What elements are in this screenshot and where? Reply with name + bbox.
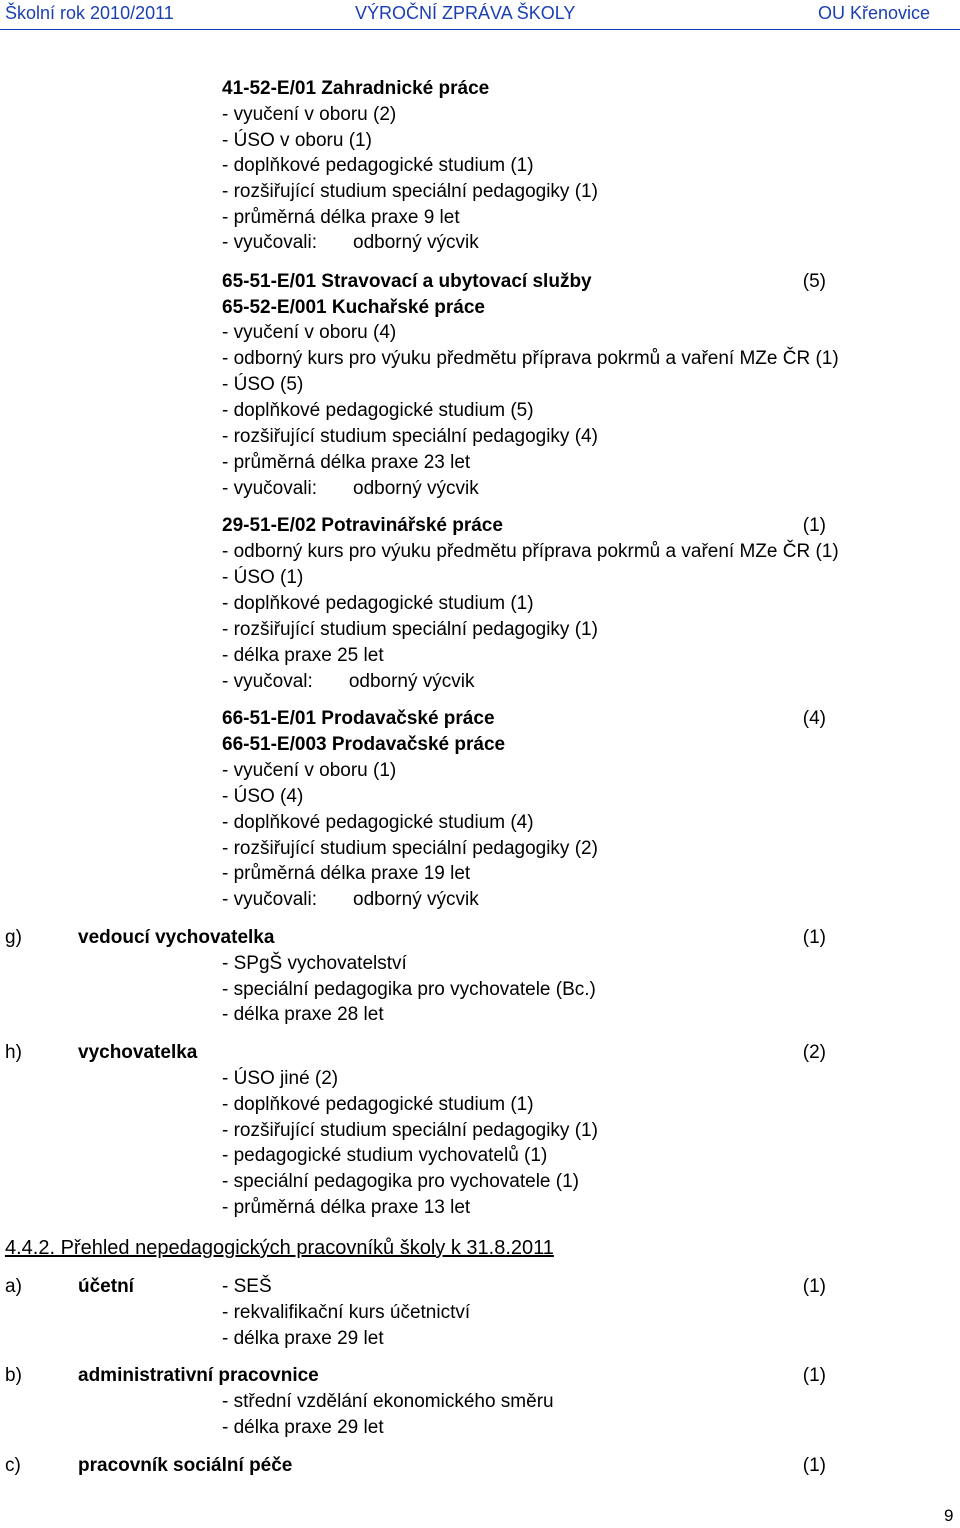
block-count: (5) — [802, 271, 826, 292]
item-line: - speciální pedagogika pro vychovatele (1) — [222, 1171, 579, 1192]
staff-line: - délka praxe 29 let — [222, 1328, 384, 1349]
taught-line — [222, 478, 479, 500]
block-count: (1) — [802, 515, 826, 536]
item-line: - speciální pedagogika pro vychovatele (Bc.) — [222, 979, 596, 1000]
block-line: - ÚSO v oboru (1) — [222, 130, 372, 151]
item-letter: h) — [5, 1042, 22, 1063]
staff-count: (1) — [802, 1365, 826, 1386]
block-line: - odborný kurs pro výuku předmětu příprava pokrmů a vaření MZe ČR (1) — [222, 348, 839, 369]
staff-title: administrativní pracovnice — [78, 1365, 319, 1386]
header-title: VÝROČNÍ ZPRÁVA ŠKOLY — [355, 3, 576, 23]
taught-value: odborný výcvik — [348, 671, 475, 692]
item-line: - ÚSO jiné (2) — [222, 1068, 339, 1089]
taught-label: - vyučovali: — [222, 232, 318, 253]
item-line: - doplňkové pedagogické studium (1) — [222, 1094, 534, 1115]
header-school-name: OU Křenovice — [817, 3, 930, 23]
block-line: - doplňkové pedagogické studium (1) — [222, 593, 534, 614]
staff-letter: b) — [5, 1365, 22, 1386]
block-line: - rozšiřující studium speciální pedagogiky (4) — [222, 426, 598, 447]
item-title: vedoucí vychovatelka — [78, 927, 275, 948]
block-line: - doplňkové pedagogické studium (1) — [222, 155, 534, 176]
block-line: - odborný kurs pro výuku předmětu příprava pokrmů a vaření MZe ČR (1) — [222, 541, 839, 562]
block-line: - průměrná délka praxe 9 let — [222, 207, 460, 228]
staff-title: účetní — [78, 1276, 134, 1297]
block-title: 29-51-E/02 Potravinářské práce — [222, 515, 503, 536]
item-line: - rozšiřující studium speciální pedagogiky (1) — [222, 1120, 598, 1141]
item-line: - SPgŠ vychovatelství — [222, 953, 407, 974]
taught-value: odborný výcvik — [353, 232, 479, 253]
item-line: - průměrná délka praxe 13 let — [222, 1197, 471, 1218]
block-line: - rozšiřující studium speciální pedagogiky (2) — [222, 838, 598, 859]
staff-line: - SEŠ — [222, 1276, 272, 1297]
block-line: - ÚSO (1) — [222, 567, 304, 588]
block-title: 66-51-E/01 Prodavačské práce — [222, 708, 495, 729]
taught-label: - vyučovali: — [222, 889, 318, 910]
item-line: - pedagogické studium vychovatelů (1) — [222, 1145, 548, 1166]
block-title: 41-52-E/01 Zahradnické práce — [222, 78, 490, 99]
block-line: - ÚSO (4) — [222, 786, 304, 807]
page-number: 9 — [944, 1506, 954, 1525]
block-line: - vyučení v oboru (1) — [222, 760, 397, 781]
section-heading: 4.4.2. Přehled nepedagogických pracovníků školy k 31.8.2011 — [5, 1237, 554, 1259]
block-line: - doplňkové pedagogické studium (4) — [222, 812, 534, 833]
block-line: - průměrná délka praxe 19 let — [222, 863, 471, 884]
block-line: - vyučení v oboru (2) — [222, 104, 397, 125]
staff-count: (1) — [802, 1276, 826, 1297]
block-line: - vyučení v oboru (4) — [222, 322, 397, 343]
taught-line — [222, 671, 474, 693]
block-title: 65-51-E/01 Stravovací a ubytovací služby — [222, 271, 592, 292]
taught-line — [222, 889, 479, 911]
block-line: - doplňkové pedagogické studium (5) — [222, 400, 534, 421]
staff-line: - délka praxe 29 let — [222, 1417, 384, 1438]
taught-value: odborný výcvik — [353, 478, 479, 499]
staff-line: - střední vzdělání ekonomického směru — [222, 1391, 554, 1412]
item-title: vychovatelka — [78, 1042, 198, 1063]
item-count: (1) — [802, 927, 826, 948]
taught-value: odborný výcvik — [353, 889, 479, 910]
staff-letter: a) — [5, 1276, 22, 1297]
staff-title: pracovník sociální péče — [78, 1455, 293, 1476]
staff-count: (1) — [802, 1455, 826, 1476]
block-line: - délka praxe 25 let — [222, 645, 384, 666]
item-line: - délka praxe 28 let — [222, 1004, 384, 1025]
page-header — [0, 0, 960, 30]
item-letter: g) — [5, 927, 22, 948]
item-count: (2) — [802, 1042, 826, 1063]
block-line: - rozšiřující studium speciální pedagogiky (1) — [222, 181, 598, 202]
block-subtitle: 66-51-E/003 Prodavačské práce — [222, 734, 506, 755]
staff-letter: c) — [5, 1455, 21, 1476]
block-line: - průměrná délka praxe 23 let — [222, 452, 471, 473]
taught-label: - vyučoval: — [222, 671, 313, 692]
taught-line — [222, 232, 479, 254]
block-subtitle: 65-52-E/001 Kuchařské práce — [222, 297, 485, 318]
block-line: - rozšiřující studium speciální pedagogiky (1) — [222, 619, 598, 640]
block-count: (4) — [802, 708, 826, 729]
header-school-year: Školní rok 2010/2011 — [5, 3, 174, 23]
block-line: - ÚSO (5) — [222, 374, 304, 395]
taught-label: - vyučovali: — [222, 478, 318, 499]
staff-line: - rekvalifikační kurs účetnictví — [222, 1302, 471, 1323]
